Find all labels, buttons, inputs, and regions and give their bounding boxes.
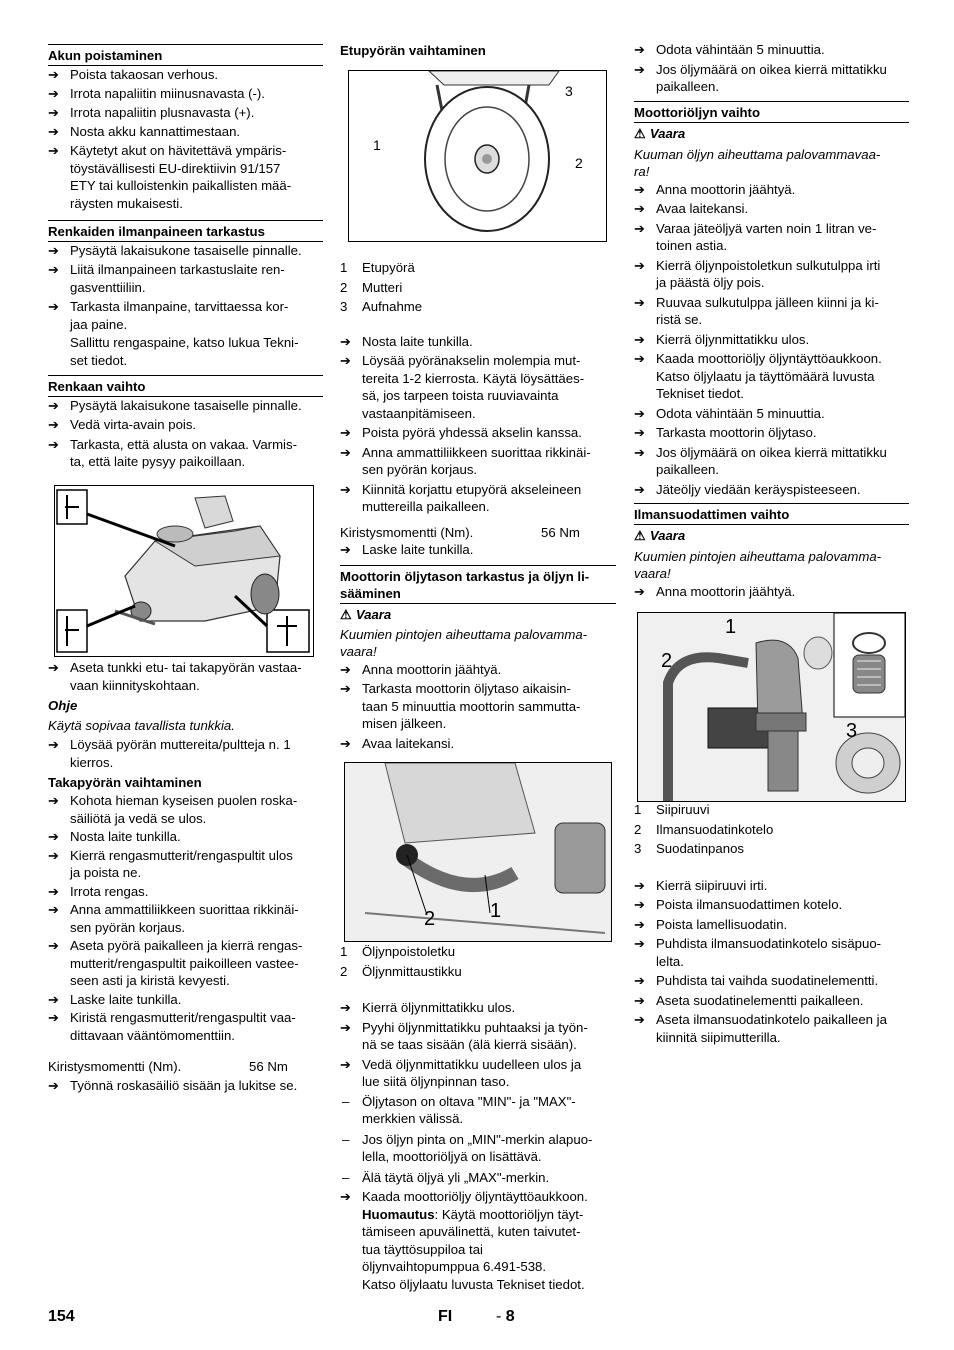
section-title: Akun poistaminen xyxy=(48,44,323,66)
arrow-icon: ➔ xyxy=(634,936,645,951)
arrow-icon: ➔ xyxy=(48,1010,59,1025)
step: ➔ Kiinnitä korjattu etupyörä akseleineen muttereilla paikalleen. xyxy=(340,481,582,514)
arrow-icon: ➔ xyxy=(634,257,645,273)
dash-item: – Öljytason on oltava "MIN"- ja "MAX"- merkkien välissä. xyxy=(342,1093,576,1126)
step: ➔ Nosta akku kannattimestaan. xyxy=(48,124,241,139)
step: ➔ Löysää pyöränakselin molempia mut- tereita 1-2 kierrosta. Käytä löysättäes- sä, jos tarpeen toista ruuviavainta vastaanpitämiseen. xyxy=(340,353,585,421)
step: ➔ Laske laite tunkilla. xyxy=(340,542,474,557)
warning-label: ⚠ Vaara xyxy=(634,126,686,141)
step: ➔ Anna moottorin jäähtyä. xyxy=(340,661,502,677)
step: ➔ Aseta ilmansuodatinkotelo paikalleen ja kiinnitä siipimutterilla. xyxy=(634,1012,887,1045)
section-title: Moottorin öljytason tarkastus ja öljyn li- sääminen xyxy=(340,565,616,604)
warning-icon: ⚠ xyxy=(340,607,352,622)
arrow-icon: ➔ xyxy=(48,991,59,1007)
section-title: Moottoriöljyn vaihto xyxy=(634,101,909,123)
step: ➔ Jos öljymäärä on oikea kierrä mittatikku paikalleen. xyxy=(634,444,887,477)
step: ➔ Aseta tunkki etu- tai takapyörän vastaa- vaan kiinnityskohtaan. xyxy=(48,660,302,693)
arrow-icon: ➔ xyxy=(48,883,59,899)
arrow-icon: ➔ xyxy=(48,793,59,808)
arrow-icon: ➔ xyxy=(634,331,645,347)
step: ➔ Avaa laitekansi. xyxy=(634,201,749,216)
step: ➔ Laske laite tunkilla. xyxy=(48,991,182,1007)
step: ➔ Pysäytä lakaisukone tasaiselle pinnalle. xyxy=(48,243,302,258)
arrow-icon: ➔ xyxy=(340,353,351,368)
section-oil-level-end xyxy=(634,41,909,96)
arrow-icon: ➔ xyxy=(634,220,645,236)
arrow-icon: ➔ xyxy=(340,542,351,557)
step: ➔ Vedä virta-avain pois. xyxy=(48,417,197,432)
step: ➔ Kierrä öljynmittatikku ulos. xyxy=(634,331,810,347)
step: ➔ Jäteöljy viedään keräyspisteeseen. xyxy=(634,481,861,497)
legend-item: 3 Suodatinpanos xyxy=(634,841,744,856)
step: ➔ Irrota napaliitin plusnavasta (+). xyxy=(48,105,255,120)
arrow-icon: ➔ xyxy=(634,481,645,497)
torque-spec: Kiristysmomentti (Nm). 56 Nm xyxy=(48,1059,288,1074)
arrow-icon: ➔ xyxy=(634,294,645,310)
step: ➔ Kohota hieman kyseisen puolen roska- säiliötä ja vedä se ulos. xyxy=(48,793,298,826)
step: ➔ Tarkasta, että alusta on vakaa. Varmis- ta, että laite pysyy paikoillaan. xyxy=(48,436,297,469)
warning-text: Kuuman öljyn aiheuttama palovammavaa- ra! xyxy=(634,146,881,179)
step: ➔ Aseta suodatinelementti paikalleen. xyxy=(634,992,864,1008)
step: ➔ Nosta laite tunkilla. xyxy=(340,333,473,349)
step: ➔ Kaada moottoriöljy öljyntäyttöaukkoon. xyxy=(340,1189,588,1204)
warning-icon: ⚠ xyxy=(634,126,646,141)
section-air-filter xyxy=(634,503,909,600)
arrow-icon: ➔ xyxy=(634,42,645,57)
arrow-icon: ➔ xyxy=(634,351,645,366)
arrow-icon: ➔ xyxy=(340,444,351,460)
arrow-icon: ➔ xyxy=(634,877,645,893)
arrow-icon: ➔ xyxy=(634,444,645,460)
sweeper-jack-points-figure xyxy=(54,485,314,657)
section-title: Etupyörän vaihtaminen xyxy=(340,43,486,58)
arrow-icon: ➔ xyxy=(48,436,59,452)
torque-spec: Kiristysmomentti (Nm). 56 Nm xyxy=(340,524,580,540)
step: ➔ Vedä öljynmittatikku uudelleen ulos ja lue siitä öljynpinnan taso. xyxy=(340,1056,582,1089)
arrow-icon: ➔ xyxy=(634,897,645,912)
step: ➔ Pysäytä lakaisukone tasaiselle pinnalle. xyxy=(48,398,302,413)
figure-callout: 2 xyxy=(661,650,673,672)
arrow-icon: ➔ xyxy=(48,105,59,120)
arrow-icon: ➔ xyxy=(48,660,59,675)
section-air-filter-cont xyxy=(634,801,909,1046)
section-front-wheel-text xyxy=(340,259,616,559)
arrow-icon: ➔ xyxy=(634,992,645,1008)
step: ➔ Työnnä roskasäiliö sisään ja lukitse se. xyxy=(48,1077,298,1093)
arrow-icon: ➔ xyxy=(340,333,351,349)
step: ➔ Kierrä siipiruuvi irti. xyxy=(634,877,768,893)
warning-text: Kuumien pintojen aiheuttama palovamma- vaara! xyxy=(634,548,882,581)
page-number: 154 xyxy=(48,1308,75,1325)
step: ➔ Varaa jäteöljyä varten noin 1 litran ve- toinen astia. xyxy=(634,220,877,253)
step: ➔ Tarkasta ilmanpaine, tarvittaessa kor- jaa paine. xyxy=(48,299,289,332)
arrow-icon: ➔ xyxy=(634,201,645,216)
figure-callout: 3 xyxy=(846,720,858,742)
step: ➔ Kierrä öljynpoistoletkun sulkutulppa irti ja päästä öljy pois. xyxy=(634,257,881,290)
arrow-icon: ➔ xyxy=(48,398,59,413)
arrow-icon: ➔ xyxy=(48,262,59,277)
arrow-icon: ➔ xyxy=(48,67,59,82)
section-tire-change xyxy=(48,375,323,471)
legend-item: 3 Aufnahme xyxy=(340,299,423,314)
step: ➔ Puhdista ilmansuodatinkotelo sisäpuo- lelta. xyxy=(634,936,882,969)
arrow-icon: ➔ xyxy=(634,973,645,988)
air-filter-figure xyxy=(637,612,906,802)
section-battery-removal xyxy=(48,44,323,212)
figure-callout: 1 xyxy=(373,137,381,153)
arrow-icon: ➔ xyxy=(48,299,59,314)
oil-dipstick-figure xyxy=(344,762,612,942)
arrow-icon: ➔ xyxy=(48,143,59,158)
arrow-icon: ➔ xyxy=(48,124,59,139)
step: ➔ Aseta pyörä paikalleen ja kierrä rengas- mutterit/rengaspultit paikoilleen vastee- seen asti ja kiristä kevyesti. xyxy=(48,938,303,988)
arrow-icon: ➔ xyxy=(48,938,59,953)
arrow-icon: ➔ xyxy=(48,829,59,844)
arrow-icon: ➔ xyxy=(340,1000,351,1015)
step: ➔ Odota vähintään 5 minuuttia. xyxy=(634,42,825,57)
legend-item: 1 Siipiruuvi xyxy=(634,802,710,817)
section-front-wheel xyxy=(340,40,616,60)
step: ➔ Puhdista tai vaihda suodatinelementti. xyxy=(634,973,879,988)
remark-lines: tämiseen apuvälinettä, kuten taivutet- tua täyttösuppiloa tai öljynvaihtopumppua 6.491-538. Katso öljylaatu luvusta Tekniset tiedot. xyxy=(362,1224,585,1292)
arrow-icon: ➔ xyxy=(340,681,351,696)
arrow-icon: ➔ xyxy=(340,735,351,751)
step: ➔ Jos öljymäärä on oikea kierrä mittatikku paikalleen. xyxy=(634,61,887,94)
arrow-icon: ➔ xyxy=(634,916,645,932)
figure-callout: 2 xyxy=(424,908,436,930)
arrow-icon: ➔ xyxy=(634,405,645,421)
section-tire-change-cont xyxy=(48,659,323,771)
step: ➔ Poista ilmansuodattimen kotelo. xyxy=(634,897,843,912)
note-text: Käytä sopivaa tavallista tunkkia. xyxy=(48,717,235,733)
legend-item: 1 Öljynpoistoletku xyxy=(340,944,456,959)
step: ➔ Tarkasta moottorin öljytaso. xyxy=(634,425,817,440)
section-rear-wheel xyxy=(48,772,323,1094)
warning-label: ⚠ Vaara xyxy=(340,607,392,622)
arrow-icon: ➔ xyxy=(48,1077,59,1093)
dash-item: – Jos öljyn pinta on „MIN"-merkin alapuo- lella, moottoriöljyä on lisättävä. xyxy=(342,1131,593,1164)
step: ➔ Anna moottorin jäähtyä. xyxy=(634,583,796,599)
section-title: Renkaan vaihto xyxy=(48,375,323,397)
arrow-icon: ➔ xyxy=(48,847,59,863)
legend-item: 1 Etupyörä xyxy=(340,260,415,275)
arrow-icon: ➔ xyxy=(48,243,59,258)
arrow-icon: ➔ xyxy=(634,583,645,599)
step: ➔ Irrota rengas. xyxy=(48,883,149,899)
step: ➔ Liitä ilmanpaineen tarkastuslaite ren- gasventtiiliin. xyxy=(48,262,285,295)
step: ➔ Kaada moottoriöljy öljyntäyttöaukkoon. Katso öljylaatu ja täyttömäärä luvusta Tekniset tiedot. xyxy=(634,351,882,401)
warning-icon: ⚠ xyxy=(634,528,646,543)
section-oil-level-cont xyxy=(340,943,616,1293)
arrow-icon: ➔ xyxy=(340,425,351,440)
section-oil-change xyxy=(634,101,909,498)
arrow-icon: ➔ xyxy=(340,661,351,677)
section-title: Ilmansuodattimen vaihto xyxy=(634,503,909,525)
arrow-icon: ➔ xyxy=(340,1189,351,1204)
step: ➔ Anna ammattiliikkeen suorittaa rikkinäi- sen pyörän korjaus. xyxy=(340,444,591,477)
step: ➔ Kierrä öljynmittatikku ulos. xyxy=(340,1000,516,1015)
language-code: FI xyxy=(438,1308,453,1325)
arrow-icon: ➔ xyxy=(340,1056,351,1072)
step: ➔ Löysää pyörän muttereita/pultteja n. 1 kierros. xyxy=(48,737,291,770)
arrow-icon: ➔ xyxy=(634,61,645,77)
section-page-number: - 8 xyxy=(496,1308,515,1325)
note: Sallittu rengaspaine, katso lukua Tekni- set tiedot. xyxy=(70,335,299,368)
remark: Huomautus: Käytä moottoriöljyn täyt- xyxy=(362,1206,584,1222)
figure-callout: 1 xyxy=(725,616,737,638)
step: ➔ Avaa laitekansi. xyxy=(340,735,455,751)
arrow-icon: ➔ xyxy=(634,181,645,197)
arrow-icon: ➔ xyxy=(48,86,59,101)
arrow-icon: ➔ xyxy=(48,902,59,917)
step: ➔ Kiristä rengasmutterit/rengaspultit vaa- dittavaan vääntömomenttiin. xyxy=(48,1010,296,1043)
section-tire-pressure xyxy=(48,220,323,369)
figure-callout: 2 xyxy=(575,155,583,171)
legend-item: 2 Mutteri xyxy=(340,279,403,295)
figure-callout: 3 xyxy=(565,83,573,99)
legend-item: 2 Öljynmittaustikku xyxy=(340,963,462,979)
dash-item: – Älä täytä öljyä yli „MAX"-merkin. xyxy=(342,1169,550,1185)
step: ➔ Kierrä rengasmutterit/rengaspultit ulos ja poista ne. xyxy=(48,847,293,880)
legend-item: 2 Ilmansuodatinkotelo xyxy=(634,821,774,837)
step: ➔ Anna moottorin jäähtyä. xyxy=(634,181,796,197)
warning-label: ⚠ Vaara xyxy=(634,528,686,543)
arrow-icon: ➔ xyxy=(48,737,59,752)
step: ➔ Pyyhi öljynmittatikku puhtaaksi ja työn- nä se taas sisään (älä kierrä sisään). xyxy=(340,1019,588,1052)
figure-callout: 1 xyxy=(490,900,502,922)
section-title: Renkaiden ilmanpaineen tarkastus xyxy=(48,220,323,242)
section-title: Takapyörän vaihtaminen xyxy=(48,775,202,790)
arrow-icon: ➔ xyxy=(340,481,351,497)
step: ➔ Anna ammattiliikkeen suorittaa rikkinäi- sen pyörän korjaus. xyxy=(48,902,299,935)
note-title: Ohje xyxy=(48,698,78,713)
warning-text: Kuumien pintojen aiheuttama palovamma- vaara! xyxy=(340,626,588,659)
step: ➔ Poista lamellisuodatin. xyxy=(634,916,788,932)
step: ➔ Nosta laite tunkilla. xyxy=(48,829,181,844)
step: ➔ Odota vähintään 5 minuuttia. xyxy=(634,405,825,421)
step: ➔ Poista takaosan verhous. xyxy=(48,67,219,82)
arrow-icon: ➔ xyxy=(634,425,645,440)
arrow-icon: ➔ xyxy=(340,1019,351,1035)
step: ➔ Poista pyörä yhdessä akselin kanssa. xyxy=(340,425,582,440)
step: ➔ Ruuvaa sulkutulppa jälleen kiinni ja ki- ristä se. xyxy=(634,294,879,327)
section-oil-level xyxy=(340,565,616,752)
front-wheel-figure xyxy=(348,70,607,242)
step: ➔ Irrota napaliitin miinusnavasta (-). xyxy=(48,86,265,101)
step: ➔ Käytetyt akut on hävitettävä ympäris- töystävällisesti EU-direktiivin 91/157 ETY tai kulloistenkin paikallisten mää- räysten mukaisesti. xyxy=(48,143,292,211)
step: ➔ Tarkasta moottorin öljytaso aikaisin- taan 5 minuuttia moottorin sammutta- misen jälkeen. xyxy=(340,681,581,731)
arrow-icon: ➔ xyxy=(634,1012,645,1027)
arrow-icon: ➔ xyxy=(48,417,59,432)
